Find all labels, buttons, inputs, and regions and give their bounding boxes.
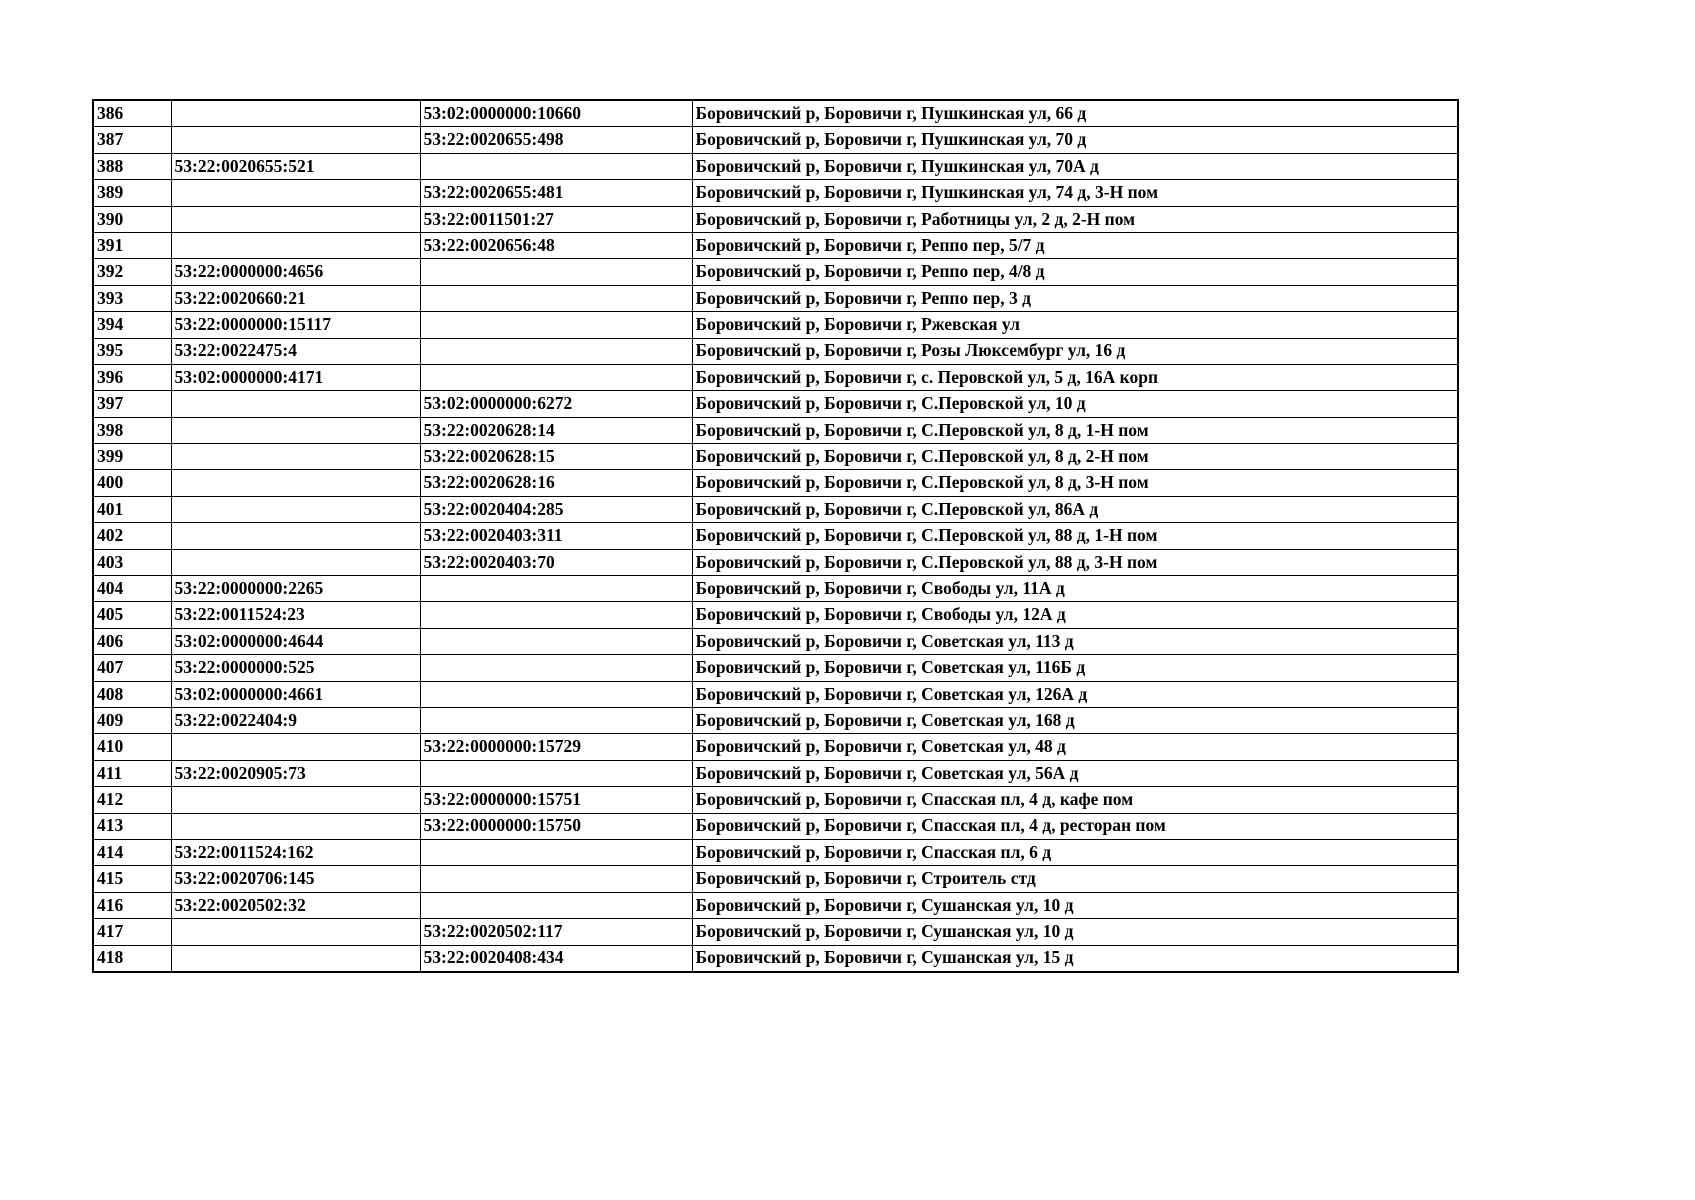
row-number-cell: 398 [93, 417, 171, 443]
row-number-cell: 392 [93, 259, 171, 285]
address-cell: Боровичский р, Боровичи г, С.Перовской ул, 10 д [692, 391, 1458, 417]
cadastral-number-cell: 53:02:0000000:4644 [171, 628, 420, 654]
table-row [93, 681, 1458, 707]
cadastral-number-cell [171, 787, 420, 813]
row-number-cell: 417 [93, 919, 171, 945]
table-row [93, 417, 1458, 443]
cadastral-number-alt-cell: 53:22:0020628:14 [420, 417, 692, 443]
table-row [93, 180, 1458, 206]
row-number-cell: 409 [93, 707, 171, 733]
property-table [92, 99, 1459, 973]
cadastral-number-cell [171, 734, 420, 760]
cadastral-number-cell: 53:02:0000000:4171 [171, 364, 420, 390]
row-number-cell: 405 [93, 602, 171, 628]
table-row [93, 945, 1458, 972]
cadastral-number-alt-cell: 53:22:0020655:498 [420, 127, 692, 153]
cadastral-number-alt-cell: 53:22:0020403:70 [420, 549, 692, 575]
row-number-cell: 403 [93, 549, 171, 575]
cadastral-number-alt-cell: 53:22:0020628:15 [420, 444, 692, 470]
cadastral-number-cell: 53:22:0022475:4 [171, 338, 420, 364]
cadastral-number-cell: 53:22:0020660:21 [171, 285, 420, 311]
cadastral-number-alt-cell [420, 285, 692, 311]
cadastral-number-alt-cell: 53:22:0000000:15751 [420, 787, 692, 813]
cadastral-number-cell: 53:22:0011524:23 [171, 602, 420, 628]
row-number-cell: 390 [93, 206, 171, 232]
row-number-cell: 389 [93, 180, 171, 206]
cadastral-number-cell: 53:22:0000000:4656 [171, 259, 420, 285]
table-row [93, 285, 1458, 311]
address-cell: Боровичский р, Боровичи г, Свободы ул, 11А д [692, 576, 1458, 602]
table-row [93, 127, 1458, 153]
address-cell: Боровичский р, Боровичи г, Свободы ул, 12А д [692, 602, 1458, 628]
cadastral-number-cell [171, 100, 420, 127]
address-cell: Боровичский р, Боровичи г, С.Перовской ул, 88 д, 1-Н пом [692, 523, 1458, 549]
table-row [93, 100, 1458, 127]
table-row [93, 549, 1458, 575]
table-row [93, 391, 1458, 417]
cadastral-number-alt-cell [420, 839, 692, 865]
cadastral-number-cell [171, 127, 420, 153]
row-number-cell: 386 [93, 100, 171, 127]
address-cell: Боровичский р, Боровичи г, С.Перовской ул, 8 д, 2-Н пом [692, 444, 1458, 470]
table-row [93, 470, 1458, 496]
cadastral-number-cell [171, 813, 420, 839]
row-number-cell: 395 [93, 338, 171, 364]
row-number-cell: 393 [93, 285, 171, 311]
row-number-cell: 388 [93, 153, 171, 179]
row-number-cell: 404 [93, 576, 171, 602]
address-cell: Боровичский р, Боровичи г, Пушкинская ул, 70 д [692, 127, 1458, 153]
cadastral-number-cell: 53:22:0020905:73 [171, 760, 420, 786]
cadastral-number-cell: 53:22:0000000:2265 [171, 576, 420, 602]
table-row [93, 206, 1458, 232]
table-row [93, 444, 1458, 470]
cadastral-number-cell: 53:22:0020655:521 [171, 153, 420, 179]
table-row [93, 496, 1458, 522]
cadastral-number-alt-cell [420, 602, 692, 628]
cadastral-number-alt-cell: 53:02:0000000:10660 [420, 100, 692, 127]
cadastral-number-alt-cell [420, 153, 692, 179]
table-row [93, 866, 1458, 892]
address-cell: Боровичский р, Боровичи г, Советская ул, 126А д [692, 681, 1458, 707]
table-row [93, 628, 1458, 654]
row-number-cell: 411 [93, 760, 171, 786]
cadastral-number-cell: 53:22:0020706:145 [171, 866, 420, 892]
address-cell: Боровичский р, Боровичи г, Советская ул, 113 д [692, 628, 1458, 654]
row-number-cell: 412 [93, 787, 171, 813]
cadastral-number-alt-cell: 53:02:0000000:6272 [420, 391, 692, 417]
cadastral-number-cell [171, 470, 420, 496]
table-row [93, 312, 1458, 338]
address-cell: Боровичский р, Боровичи г, Спасская пл, 4 д, кафе пом [692, 787, 1458, 813]
cadastral-number-alt-cell: 53:22:0020408:434 [420, 945, 692, 972]
cadastral-number-cell [171, 919, 420, 945]
cadastral-number-alt-cell [420, 312, 692, 338]
table-row [93, 364, 1458, 390]
row-number-cell: 394 [93, 312, 171, 338]
cadastral-number-alt-cell: 53:22:0020628:16 [420, 470, 692, 496]
row-number-cell: 401 [93, 496, 171, 522]
cadastral-number-alt-cell: 53:22:0020403:311 [420, 523, 692, 549]
address-cell: Боровичский р, Боровичи г, с. Перовской ул, 5 д, 16А корп [692, 364, 1458, 390]
cadastral-number-alt-cell [420, 576, 692, 602]
cadastral-number-alt-cell [420, 259, 692, 285]
row-number-cell: 397 [93, 391, 171, 417]
table-row [93, 839, 1458, 865]
table-row [93, 259, 1458, 285]
cadastral-number-alt-cell: 53:22:0020502:117 [420, 919, 692, 945]
address-cell: Боровичский р, Боровичи г, Советская ул, 116Б д [692, 655, 1458, 681]
table-row [93, 576, 1458, 602]
table-row [93, 760, 1458, 786]
cadastral-number-cell [171, 206, 420, 232]
cadastral-number-alt-cell: 53:22:0000000:15750 [420, 813, 692, 839]
cadastral-number-cell [171, 945, 420, 972]
cadastral-number-cell [171, 496, 420, 522]
table-row [93, 338, 1458, 364]
table-row [93, 892, 1458, 918]
cadastral-number-alt-cell: 53:22:0020404:285 [420, 496, 692, 522]
address-cell: Боровичский р, Боровичи г, Пушкинская ул, 70А д [692, 153, 1458, 179]
address-cell: Боровичский р, Боровичи г, Розы Люксембург ул, 16 д [692, 338, 1458, 364]
cadastral-number-alt-cell [420, 707, 692, 733]
table-row [93, 813, 1458, 839]
address-cell: Боровичский р, Боровичи г, Сушанская ул, 15 д [692, 945, 1458, 972]
table-row [93, 787, 1458, 813]
cadastral-number-cell [171, 444, 420, 470]
row-number-cell: 399 [93, 444, 171, 470]
cadastral-number-alt-cell: 53:22:0020656:48 [420, 232, 692, 258]
address-cell: Боровичский р, Боровичи г, Реппо пер, 4/8 д [692, 259, 1458, 285]
address-cell: Боровичский р, Боровичи г, Спасская пл, 6 д [692, 839, 1458, 865]
table-row [93, 707, 1458, 733]
address-cell: Боровичский р, Боровичи г, Ржевская ул [692, 312, 1458, 338]
address-cell: Боровичский р, Боровичи г, С.Перовской ул, 88 д, 3-Н пом [692, 549, 1458, 575]
table-row [93, 602, 1458, 628]
address-cell: Боровичский р, Боровичи г, Работницы ул, 2 д, 2-Н пом [692, 206, 1458, 232]
cadastral-number-cell [171, 232, 420, 258]
row-number-cell: 387 [93, 127, 171, 153]
cadastral-number-cell: 53:22:0020502:32 [171, 892, 420, 918]
address-cell: Боровичский р, Боровичи г, Пушкинская ул, 66 д [692, 100, 1458, 127]
address-cell: Боровичский р, Боровичи г, Сушанская ул, 10 д [692, 919, 1458, 945]
cadastral-number-alt-cell [420, 655, 692, 681]
row-number-cell: 414 [93, 839, 171, 865]
cadastral-number-alt-cell: 53:22:0011501:27 [420, 206, 692, 232]
cadastral-number-cell [171, 180, 420, 206]
row-number-cell: 418 [93, 945, 171, 972]
address-cell: Боровичский р, Боровичи г, Советская ул, 48 д [692, 734, 1458, 760]
cadastral-number-alt-cell [420, 760, 692, 786]
cadastral-number-alt-cell [420, 892, 692, 918]
address-cell: Боровичский р, Боровичи г, С.Перовской ул, 86А д [692, 496, 1458, 522]
cadastral-number-alt-cell [420, 628, 692, 654]
cadastral-number-alt-cell: 53:22:0020655:481 [420, 180, 692, 206]
cadastral-number-alt-cell [420, 338, 692, 364]
row-number-cell: 415 [93, 866, 171, 892]
row-number-cell: 402 [93, 523, 171, 549]
cadastral-number-alt-cell: 53:22:0000000:15729 [420, 734, 692, 760]
row-number-cell: 391 [93, 232, 171, 258]
cadastral-number-cell: 53:22:0000000:525 [171, 655, 420, 681]
table-row [93, 232, 1458, 258]
table-row [93, 919, 1458, 945]
cadastral-number-alt-cell [420, 866, 692, 892]
row-number-cell: 407 [93, 655, 171, 681]
address-cell: Боровичский р, Боровичи г, Советская ул, 168 д [692, 707, 1458, 733]
cadastral-number-cell [171, 523, 420, 549]
row-number-cell: 400 [93, 470, 171, 496]
address-cell: Боровичский р, Боровичи г, Реппо пер, 3 д [692, 285, 1458, 311]
address-cell: Боровичский р, Боровичи г, С.Перовской ул, 8 д, 3-Н пом [692, 470, 1458, 496]
row-number-cell: 408 [93, 681, 171, 707]
table-row [93, 655, 1458, 681]
cadastral-number-cell: 53:22:0011524:162 [171, 839, 420, 865]
address-cell: Боровичский р, Боровичи г, Спасская пл, 4 д, ресторан пом [692, 813, 1458, 839]
row-number-cell: 396 [93, 364, 171, 390]
table-row [93, 523, 1458, 549]
row-number-cell: 406 [93, 628, 171, 654]
cadastral-number-alt-cell [420, 681, 692, 707]
cadastral-number-cell: 53:22:0022404:9 [171, 707, 420, 733]
address-cell: Боровичский р, Боровичи г, Сушанская ул, 10 д [692, 892, 1458, 918]
table-row [93, 734, 1458, 760]
table-row [93, 153, 1458, 179]
table-body [93, 100, 1458, 972]
address-cell: Боровичский р, Боровичи г, Реппо пер, 5/7 д [692, 232, 1458, 258]
cadastral-number-cell [171, 549, 420, 575]
cadastral-number-cell [171, 391, 420, 417]
cadastral-number-cell: 53:22:0000000:15117 [171, 312, 420, 338]
address-cell: Боровичский р, Боровичи г, Строитель стд [692, 866, 1458, 892]
cadastral-number-cell: 53:02:0000000:4661 [171, 681, 420, 707]
address-cell: Боровичский р, Боровичи г, Советская ул, 56А д [692, 760, 1458, 786]
address-cell: Боровичский р, Боровичи г, Пушкинская ул, 74 д, 3-Н пом [692, 180, 1458, 206]
cadastral-number-alt-cell [420, 364, 692, 390]
cadastral-number-cell [171, 417, 420, 443]
row-number-cell: 410 [93, 734, 171, 760]
row-number-cell: 416 [93, 892, 171, 918]
row-number-cell: 413 [93, 813, 171, 839]
address-cell: Боровичский р, Боровичи г, С.Перовской ул, 8 д, 1-Н пом [692, 417, 1458, 443]
